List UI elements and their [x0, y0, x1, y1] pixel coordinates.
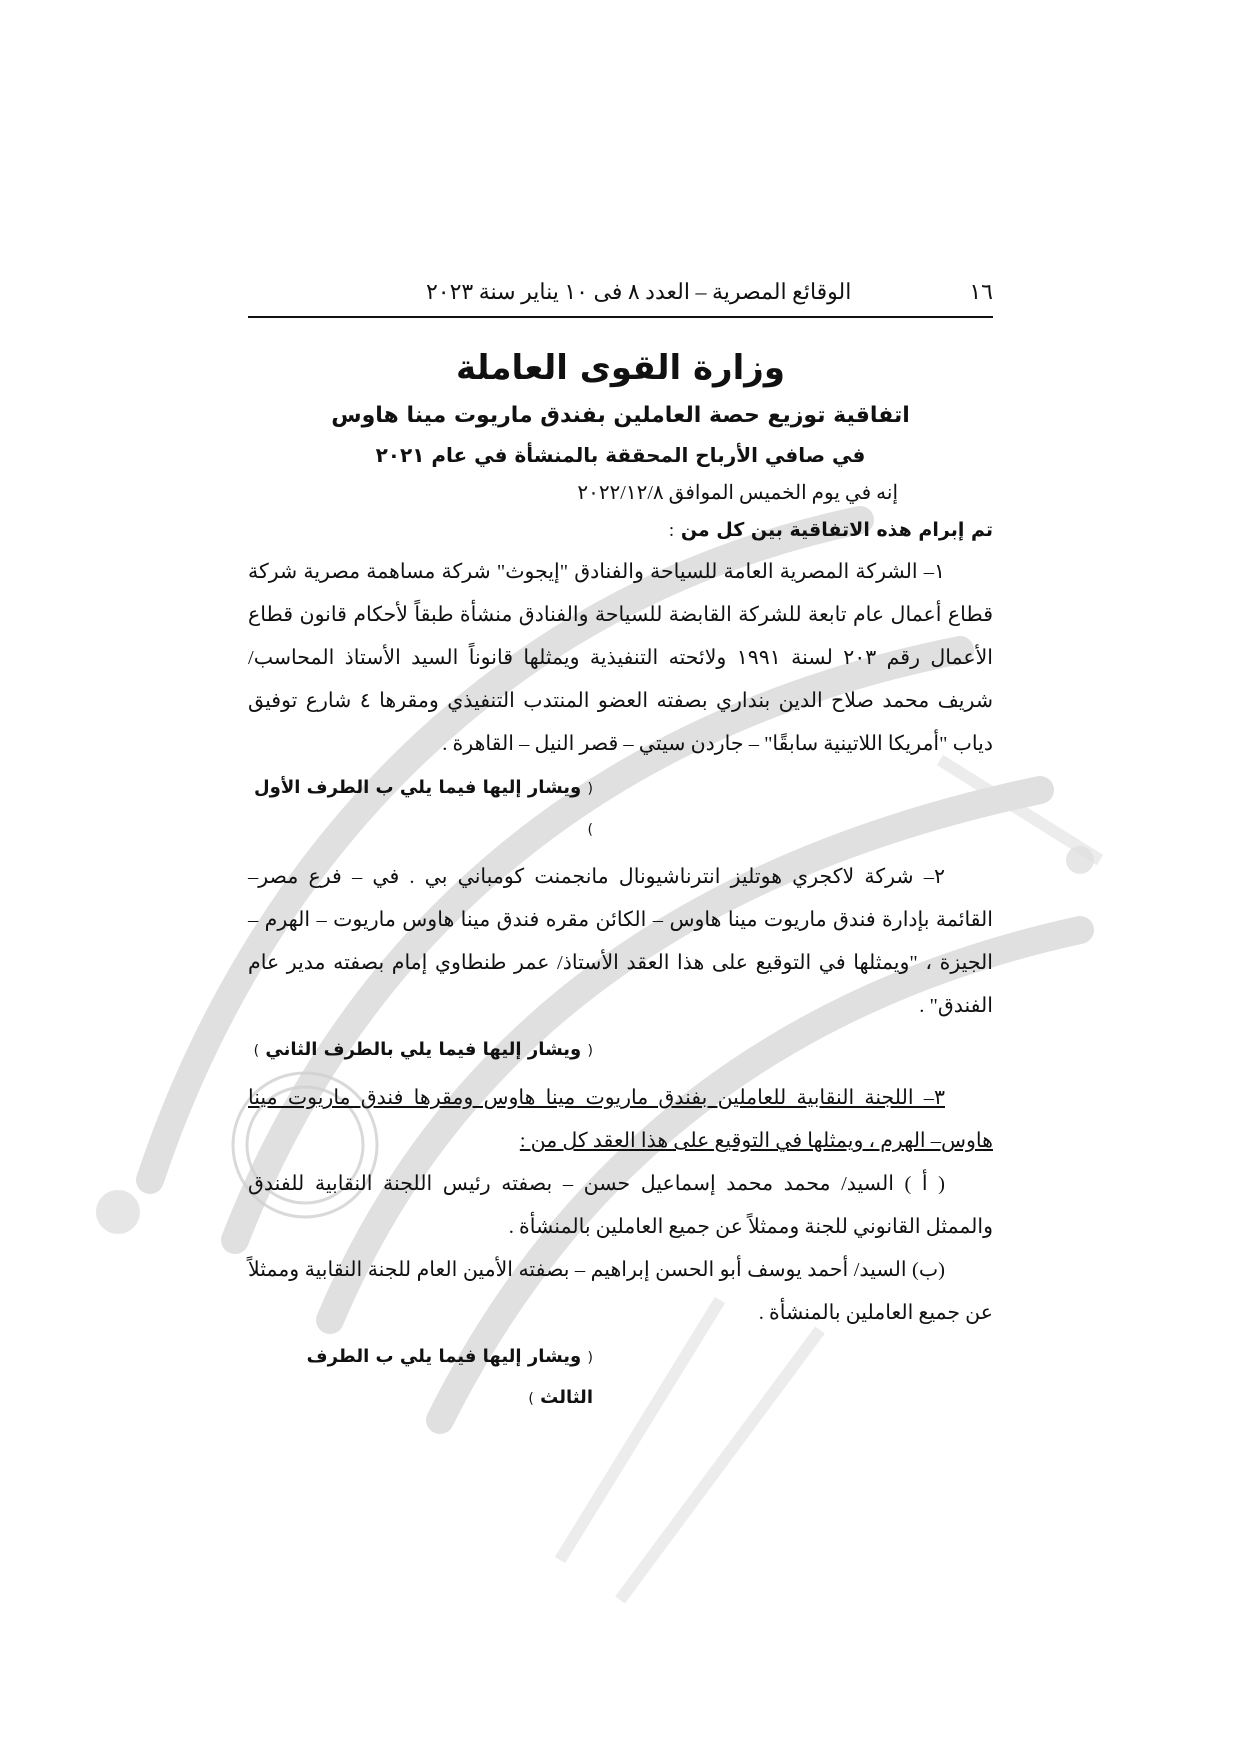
- party-three-designation-text: ويشار إليها فيما يلي ب الطرف الثالث: [306, 1346, 593, 1408]
- party-two-paragraph: ٢– شركة لاكجري هوتليز انترناشيونال مانجمنت كومباني بي . في – فرع مصر– القائمة بإدارة فندق ماريوت مينا هاوس – الكائن مقره فندق مينا هاوس ماريوت – الهرم – الجيزة ، "ويمثلها في التوقيع على هذا العقد الأستاذ/ عمر طنطاوي إمام بصفته مدير عام الفندق" .: [248, 866, 993, 1017]
- agreement-date: إنه في يوم الخميس الموافق ٢٠٢٢/١٢/٨: [577, 482, 898, 504]
- parties-intro: [248, 510, 993, 551]
- party-three-member-b: (ب) السيد/ أحمد يوسف أبو الحسن إبراهيم – بصفته الأمين العام للجنة النقابية وممثلاً عن جميع العاملين بالمنشأة .: [248, 1259, 993, 1324]
- party-two-designation: [248, 1030, 593, 1071]
- parties-intro-colon: :: [668, 520, 675, 541]
- gazette-page: [248, 270, 993, 1425]
- header-rule: [248, 316, 993, 318]
- party-one-designation: [248, 768, 593, 850]
- agreement-title: اتفاقية توزيع حصة العاملين بفندق ماريوت مينا هاوس: [331, 403, 910, 428]
- party-three-designation: [248, 1337, 593, 1419]
- party-one-paragraph: ١– الشركة المصرية العامة للسياحة والفنادق "إيجوث" شركة مساهمة مصرية شركة قطاع أعمال عام تابعة للشركة القابضة للسياحة والفنادق منشأة طبقاً لأحكام قانون قطاع الأعمال رقم ٢٠٣ لسنة ١٩٩١ ولائحته التنفيذية ويمثلها قانوناً السيد الأستاذ المحاسب/ شريف محمد صلاح الدين بنداري بصفته العضو المنتدب التنفيذي ومقرها ٤ شارع توفيق دياب "أمريكا اللاتينية سابقًا" – جاردن سيتي – قصر النيل – القاهرة .: [248, 561, 993, 755]
- party-two-designation-text: ويشار إليها فيما يلي بالطرف الثاني: [265, 1039, 582, 1060]
- gazette-issue-line: الوقائع المصرية – العدد ٨ فى ١٠ يناير سنة ٢٠٢٣: [425, 279, 852, 304]
- party-three-member-a: ( أ ) السيد/ محمد محمد إسماعيل حسن – بصفته رئيس اللجنة النقابية للفندق والممثل القانوني للجنة وممثلاً عن جميع العاملين بالمنشأة .: [248, 1173, 993, 1238]
- designation-open-paren: (: [587, 1043, 593, 1059]
- parties-intro-label: تم إبرام هذه الاتفاقية بين كل من: [680, 519, 993, 541]
- designation-close-paren: ): [528, 1391, 534, 1407]
- ministry-title: وزارة القوى العاملة: [456, 348, 785, 388]
- page-number: ١٦: [969, 279, 993, 304]
- page-header: [248, 270, 993, 314]
- designation-close-paren: ): [587, 822, 593, 838]
- designation-close-paren: ): [253, 1043, 260, 1059]
- party-one-designation-text: ويشار إليها فيما يلي ب الطرف الأول: [254, 777, 582, 798]
- designation-open-paren: (: [587, 781, 593, 797]
- designation-open-paren: (: [587, 1350, 593, 1366]
- party-three-paragraph: ٣– اللجنة النقابية للعاملين بفندق ماريوت مينا هاوس ومقرها فندق ماريوت مينا هاوس– الهرم ، ويمثلها في التوقيع على هذا العقد كل من :: [248, 1087, 993, 1152]
- agreement-subtitle: في صافي الأرباح المحققة بالمنشأة في عام ٢٠٢١: [375, 443, 866, 467]
